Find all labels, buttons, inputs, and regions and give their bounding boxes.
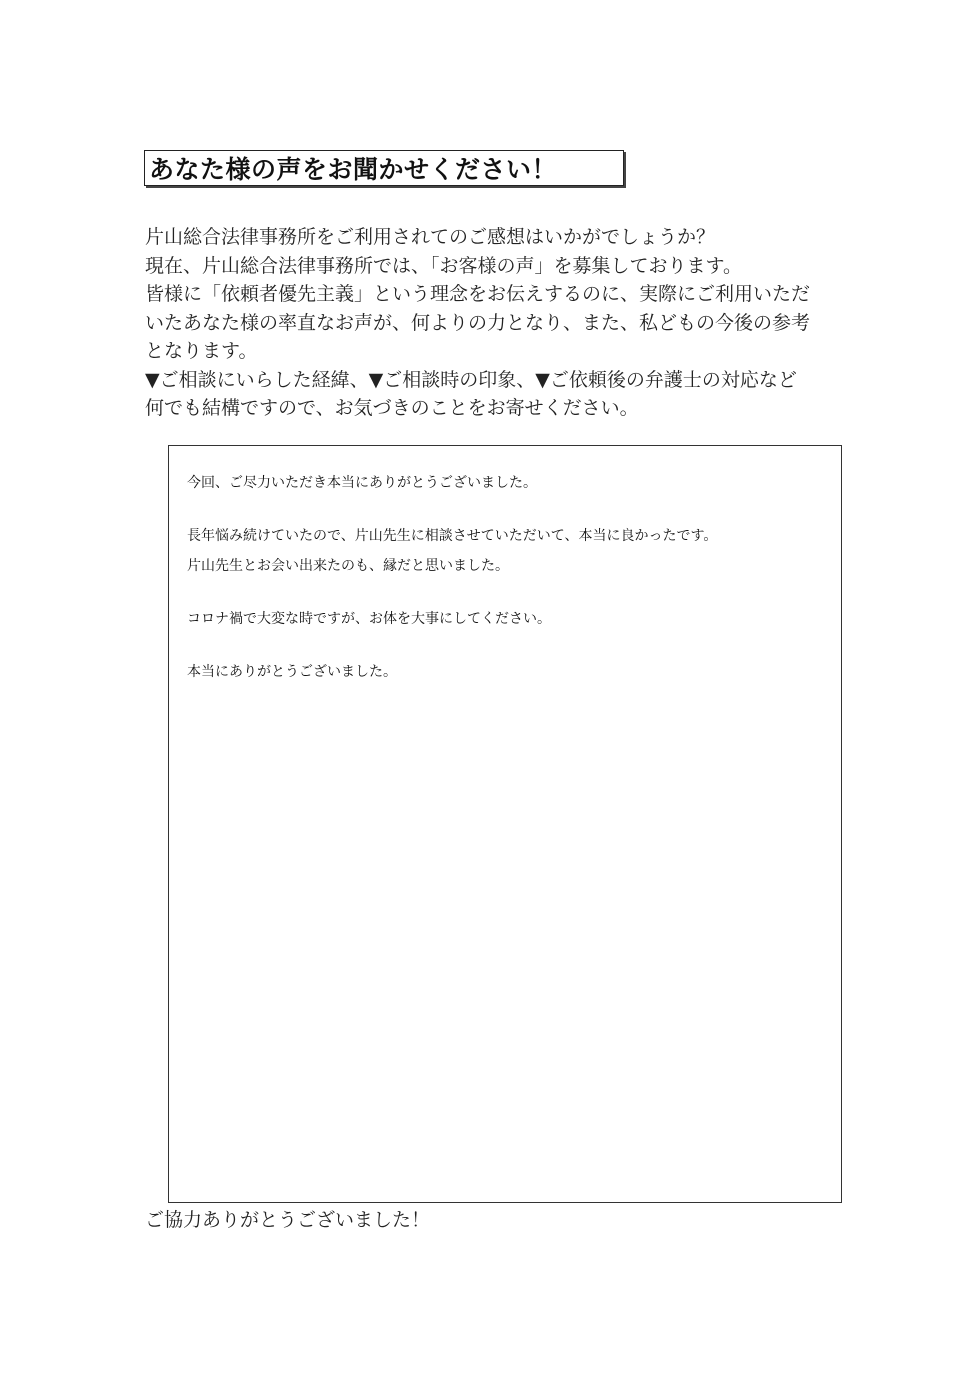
intro-paragraph <box>145 223 855 423</box>
closing-message: ご協力ありがとうございました！ <box>145 1209 431 1231</box>
intro-line: 片山総合法律事務所をご利用されてのご感想はいかがでしょうか？ <box>145 226 716 248</box>
title-box <box>144 150 624 186</box>
intro-line: ▼ご相談にいらした経緯、▼ご相談時の印象、▼ご依頼後の弁護士の対応など <box>145 368 797 391</box>
response-line: コロナ禍で大変な時ですが、お体を大事にしてください。 <box>187 611 551 627</box>
response-line: 片山先生とお会い出来たのも、縁だと思いました。 <box>187 558 509 574</box>
page-title: あなた様の声をお聞かせください！ <box>149 155 558 184</box>
intro-line: いたあなた様の率直なお声が、何よりの力となり、また、私どもの今後の参考 <box>145 311 811 334</box>
intro-line: 何でも結構ですので、お気づきのことをお寄せください。 <box>145 397 639 419</box>
customer-response-box <box>168 445 842 1203</box>
response-line: 今回、ご尽力いただき本当にありがとうございました。 <box>187 475 537 491</box>
intro-line: 皆様に「依頼者優先主義」という理念をお伝えするのに、実際にご利用いただ <box>145 283 811 305</box>
response-line: 長年悩み続けていたので、片山先生に相談させていただいて、本当に良かったです。 <box>187 528 718 544</box>
intro-line: となります。 <box>145 340 258 362</box>
intro-line: 現在、片山総合法律事務所では、「お客様の声」を募集しております。 <box>145 254 742 277</box>
customer-response-text <box>187 474 827 681</box>
response-line: 本当にありがとうございました。 <box>187 664 397 680</box>
